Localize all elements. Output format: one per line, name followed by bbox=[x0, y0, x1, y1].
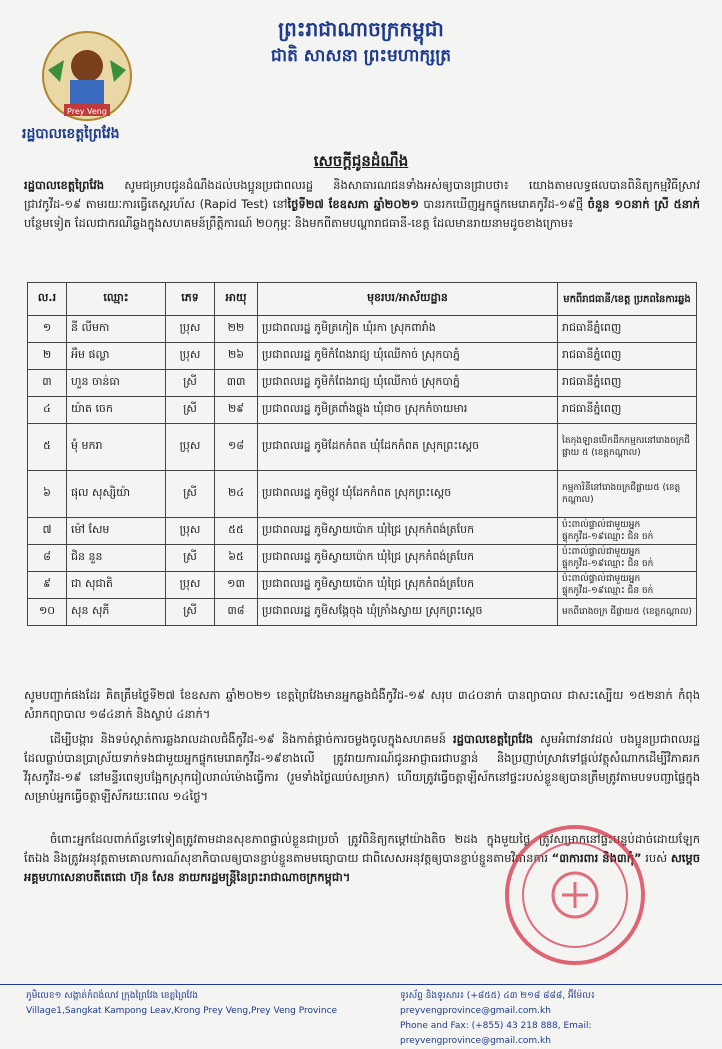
cell-age: ៣៣ bbox=[215, 370, 258, 397]
table-row bbox=[28, 518, 697, 545]
cell-name: អឹម ផល្លា bbox=[67, 343, 166, 370]
cell-name: ជា សុជាតិ bbox=[67, 572, 166, 599]
guidance-quote: “៣ការពារ និង៣កុំ” bbox=[551, 851, 642, 865]
cell-name: ផុល សុស្សិយ៉ា bbox=[67, 471, 166, 518]
cell-address: ប្រជាពលរដ្ឋ ភូមិត្រកៀត ឃុំរកា ស្រុកពារាំង bbox=[258, 316, 558, 343]
table-row bbox=[28, 424, 697, 471]
cell-sex: ប្រុស bbox=[166, 343, 215, 370]
cell-address: ប្រជាពលរដ្ឋ ភូមិសង្កែចុង ឃុំក្រាំងស្វាយ ស្រុកព្រះស្តេច bbox=[258, 599, 558, 626]
cell-no: ៩ bbox=[28, 572, 67, 599]
intro-paragraph bbox=[24, 176, 700, 233]
intro-date: ថ្ងៃទី២៧ ខែឧសភា ឆ្នាំ២០២១ bbox=[287, 197, 419, 211]
cell-source: តៃកុងឡានបើកដឹកកម្មករនៅរោងចក្រជីផ្លាយ ៥ (ខេត្តកណ្តាល) bbox=[558, 424, 697, 471]
cell-age: ៥៥ bbox=[215, 518, 258, 545]
cell-source: ប៉ះពាល់ផ្ទាល់ជាមួយអ្នកផ្ទុកកូវីដ-១៩ឈ្មោះ ជិន ចក់ bbox=[558, 572, 697, 599]
table-row bbox=[28, 471, 697, 518]
cell-source: កម្មការិនីនៅរោងចក្រជីផ្លាយ៥ (ខេត្តកណ្តាល) bbox=[558, 471, 697, 518]
letterhead bbox=[0, 14, 722, 68]
cell-age: ៣៨ bbox=[215, 599, 258, 626]
cell-sex: ស្រី bbox=[166, 370, 215, 397]
table-row bbox=[28, 370, 697, 397]
cell-sex: ស្រី bbox=[166, 471, 215, 518]
intro-text-1: សូមជម្រាបជូនដំណឹងដល់បងប្អូនប្រជាពលរដ្ឋ និងសាធារណជនទាំងអស់ឲ្យបានជ្រាបថា៖ យោងតាមលទ្ធផលបានពិនិត្យកម្មវិធីស្រាវជ្រាវកូវីដ-១៩ តាមរយៈការធ្វើតេស្តរហ័ស (Rapid Test) នៅ bbox=[24, 178, 700, 211]
cell-name: មុំ មករា bbox=[67, 424, 166, 471]
col-name: ឈ្មោះ bbox=[67, 283, 166, 316]
cases-table bbox=[27, 282, 697, 626]
cell-no: ១ bbox=[28, 316, 67, 343]
col-age: អាយុ bbox=[215, 283, 258, 316]
cell-source: រាជធានីភ្នំពេញ bbox=[558, 316, 697, 343]
cell-name: ហួន ចាន់ធា bbox=[67, 370, 166, 397]
cell-no: ៨ bbox=[28, 545, 67, 572]
appeal-text-2: សូមអំពាវនាវដល់ បងប្អូនប្រជាពលរដ្ឋ ដែលធ្លាប់បានប្រាស្រ័យទាក់ទងជាមួយអ្នកផ្ទុកមេរោគកូវីដ-១៩ខាងលើ ត្រូវរាយការណ៍ជូនអាជ្ញាធរជាបន្ទាន់ និងប្រញាប់ស្រាវទៅផ្តល់វត្ថុសំណាកដើម្បីវិភាគរកវីរុសកូវីដ-១៩ នៅមន្ទីរពេទ្យបង្អែកស្រុករៀលរាល់ម៉ោងធ្វើការ (រួមទាំងថ្ងៃឈប់សម្រាក) ហើយត្រូវធ្វើចត្តាឡីស័កនៅផ្ទះរបស់ខ្លួនឲ្យបានត្រឹមត្រូវតាមបទបញ្ជាផ្ទៃក្នុងសម្រាប់អ្នកធ្វើចត្តាឡីស័ករយៈពេល ១៤ថ្ងៃ។ bbox=[24, 732, 700, 803]
issuer-name: រដ្ឋបាលខេត្តព្រៃវែង bbox=[22, 126, 120, 142]
cell-source: រាជធានីភ្នំពេញ bbox=[558, 343, 697, 370]
cell-sex: ប្រុស bbox=[166, 518, 215, 545]
cell-source: ប៉ះពាល់ផ្ទាល់ជាមួយអ្នកផ្ទុកកូវីដ-១៩ឈ្មោះ ជិន ចក់ bbox=[558, 545, 697, 572]
col-no: ល.រ bbox=[28, 283, 67, 316]
cell-no: ២ bbox=[28, 343, 67, 370]
contact-en: Phone and Fax: (+855) 43 218 888, Email: preyvengprovince@gmail.com.kh bbox=[400, 1021, 592, 1046]
issuer-lead: រដ្ឋបាលខេត្តព្រៃវែង bbox=[24, 178, 105, 192]
cell-source: ប៉ះពាល់ផ្ទាល់ជាមួយអ្នកផ្ទុកកូវីដ-១៩ឈ្មោះ ជិន ចក់ bbox=[558, 518, 697, 545]
cell-age: ២២ bbox=[215, 316, 258, 343]
cell-age: ២៩ bbox=[215, 397, 258, 424]
cell-source: មកពីរោងចក្រ ជីផ្លាយ៥ (ខេត្តកណ្តាល) bbox=[558, 599, 697, 626]
cell-source: រាជធានីភ្នំពេញ bbox=[558, 397, 697, 424]
cell-sex: ស្រី bbox=[166, 397, 215, 424]
document-title: សេចក្តីជូនដំណឹង bbox=[313, 152, 409, 170]
intro-text-3: បន្ថែមទៀត ដែលជាករណីឆ្លងក្នុងសហគមន៍ព្រឹត្តិការណ៍ ២០កុម្ភៈ និងមកពីតាមបណ្តារាជធានី-ខេត្ត ដែលមានរាយនាមដូចខាងក្រោម៖ bbox=[24, 216, 574, 230]
cell-address: ប្រជាពលរដ្ឋ ភូមិស្វាយប៉ោក ឃុំជ្រៃ ស្រុកកំពង់ត្របែក bbox=[258, 545, 558, 572]
cell-address: ប្រជាពលរដ្ឋ ភូមិដែកកំពត ឃុំដែកកំពត ស្រុកព្រះស្តេច bbox=[258, 424, 558, 471]
cell-sex: ប្រុស bbox=[166, 424, 215, 471]
address-kh: ភូមិលេខ១ សង្កាត់កំពង់លាវ ក្រុងព្រៃវែង ខេត្តព្រៃវែង bbox=[26, 991, 198, 1001]
cell-no: ៧ bbox=[28, 518, 67, 545]
cell-sex: ប្រុស bbox=[166, 316, 215, 343]
intro-text-2: បានរកឃើញអ្នកផ្ទុកមេរោគកូវីដ-១៩ថ្មី bbox=[418, 197, 588, 211]
cell-sex: ស្រី bbox=[166, 599, 215, 626]
cell-address: ប្រជាពលរដ្ឋ ភូមិកំពែងរាជ្យ ឃុំឈើកាច់ ស្រុកបាភ្នំ bbox=[258, 343, 558, 370]
table-row bbox=[28, 545, 697, 572]
cell-age: ២៦ bbox=[215, 343, 258, 370]
cell-address: ប្រជាពលរដ្ឋ ភូមិស្វាយប៉ោក ឃុំជ្រៃ ស្រុកកំពង់ត្របែក bbox=[258, 572, 558, 599]
case-count: ចំនួន ១០នាក់ ស្រី ៥នាក់ bbox=[587, 197, 700, 211]
guidance-lead: សម្តេចអគ្គមហាសេនាបតីតេជោ ហ៊ុន សែន នាយករដ្ឋមន្ត្រីនៃព្រះរាជាណាចក្រកម្ពុជា។ bbox=[24, 851, 701, 884]
cell-no: ៤ bbox=[28, 397, 67, 424]
table-row bbox=[28, 572, 697, 599]
guidance-text-1: ចំពោះអ្នកដែលពាក់ព័ន្ធទៅទៀតត្រូវតាមដានសុខភាពផ្ទាល់ខ្លួនជាប្រចាំ ត្រូវពិនិត្យកម្តៅយ៉ាងតិច ២ដង ក្នុងមួយថ្ងៃ ត្រូវសម្រាកនៅផ្ទះបន្ទប់ដាច់ដោយឡែកតែឯង និងត្រូវអនុវត្តតាមគោលការណ៍សុខាភិបាលឲ្យបានខ្ជាប់ខ្ជួនតាមមធ្យោបាយ ជាពិសេសអនុវត្តឲ្យបានខ្ជាប់ខ្ជួនតាមវិធានការ bbox=[24, 832, 700, 865]
cell-name: យ៉ាត ចេក bbox=[67, 397, 166, 424]
appeal-text-1: ដើម្បីបង្ការ និងទប់ស្កាត់ការឆ្លងរាលដាលជំងឺកូវីដ-១៩ និងកាត់ផ្តាច់ការចម្លងចូលក្នុងសហគមន៍ bbox=[50, 732, 453, 746]
appeal-paragraph bbox=[24, 730, 700, 806]
cell-address: ប្រជាពលរដ្ឋ ភូមិកំពែងរាជ្យ ឃុំឈើកាច់ ស្រុកបាភ្នំ bbox=[258, 370, 558, 397]
cell-age: ២៤ bbox=[215, 471, 258, 518]
cell-age: ១៣ bbox=[215, 572, 258, 599]
national-motto: ជាតិ សាសនា ព្រះមហាក្សត្រ bbox=[270, 46, 452, 66]
contact-kh: ទូរស័ព្ទ និងទូរសារ៖ (+៨៥៥) ៤៣ ២១៨ ៨៨៨, អ៊ីម៉ែល៖ preyvengprovince@gmail.com.kh bbox=[400, 991, 595, 1016]
cell-address: ប្រជាពលរដ្ឋ ភូមិថ្កូវ ឃុំដែកកំពត ស្រុកព្រះស្តេច bbox=[258, 471, 558, 518]
cell-sex: ស្រី bbox=[166, 545, 215, 572]
col-sex: ភេទ bbox=[166, 283, 215, 316]
appeal-issuer: រដ្ឋបាលខេត្តព្រៃវែង bbox=[452, 732, 534, 746]
cell-source: រាជធានីភ្នំពេញ bbox=[558, 370, 697, 397]
footer bbox=[0, 984, 722, 1046]
table-row bbox=[28, 316, 697, 343]
table-row bbox=[28, 397, 697, 424]
col-address: មុខរបរ/អាស័យដ្ឋាន bbox=[258, 283, 558, 316]
cell-name: សុន សុភី bbox=[67, 599, 166, 626]
table-header-row bbox=[28, 283, 697, 316]
address-en: Village1,Sangkat Kampong Leav,Krong Prey Veng,Prey Veng Province bbox=[26, 1006, 338, 1016]
guidance-text-2: របស់ bbox=[641, 851, 671, 865]
logo-text: Prey Veng bbox=[67, 107, 107, 116]
cell-age: ១៨ bbox=[215, 424, 258, 471]
cell-name: នី លីមកា bbox=[67, 316, 166, 343]
kingdom-name: ព្រះរាជាណាចក្រកម្ពុជា bbox=[278, 17, 444, 41]
footer-contact bbox=[400, 989, 722, 1049]
official-stamp bbox=[500, 820, 650, 970]
cell-name: ម៉ៅ សែម bbox=[67, 518, 166, 545]
cell-no: ១០ bbox=[28, 599, 67, 626]
cell-no: ៦ bbox=[28, 471, 67, 518]
cell-name: ជិន នួន bbox=[67, 545, 166, 572]
cell-no: ៣ bbox=[28, 370, 67, 397]
footer-address bbox=[26, 989, 337, 1019]
cell-age: ៦៥ bbox=[215, 545, 258, 572]
cell-no: ៥ bbox=[28, 424, 67, 471]
table-row bbox=[28, 599, 697, 626]
cell-address: ប្រជាពលរដ្ឋ ភូមិត្រពាំងផ្លុង ឃុំជាច ស្រុកកំចាយមារ bbox=[258, 397, 558, 424]
col-source: មកពីរាជធានី/ខេត្ត ប្រភពនៃការឆ្លង bbox=[558, 283, 697, 316]
summary-paragraph: សូមបញ្ជាក់ផងដែរ គិតត្រឹមថ្ងៃទី២៧ ខែឧសភា ឆ្នាំ២០២១ ខេត្តព្រៃវែងមានអ្នកឆ្លងជំងឺកូវីដ-១៩ សរុប ៣៤០នាក់ បានព្យាបាល ជាសះស្បើយ ១៥២នាក់ កំពុងសំរាកព្យាបាល ១៨៤នាក់ និងស្លាប់ ៤នាក់។ bbox=[24, 688, 700, 721]
table-row bbox=[28, 343, 697, 370]
cell-address: ប្រជាពលរដ្ឋ ភូមិស្វាយប៉ោក ឃុំជ្រៃ ស្រុកកំពង់ត្របែក bbox=[258, 518, 558, 545]
cell-sex: ប្រុស bbox=[166, 572, 215, 599]
